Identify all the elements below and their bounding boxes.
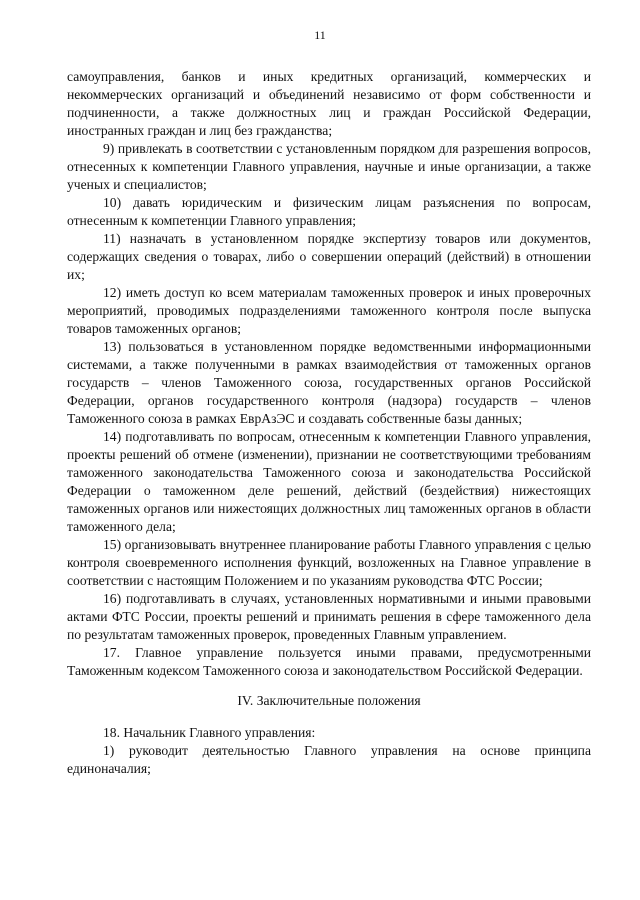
paragraph-continuation: самоуправления, банков и иных кредитных организаций, коммерческих и некоммерческих организаций и объединений независимо от форм собственности и подчиненности, а также должностных лиц и граждан Российской Федерации, иностранных граждан и лиц без гражданства; — [67, 69, 591, 138]
paragraph-item-14: 14) подготавливать по вопросам, отнесенным к компетенции Главного управления, проекты решений об отмене (изменении), признании не соответствующими требованиям таможенного законодательства Таможенного союза и законодательства Российской Федерации о таможенном деле решений, действий (бездействия) нижестоящих таможенных органов или нижестоящих должностных лиц таможенных органов в области таможенного дела; — [67, 429, 591, 534]
paragraph-item-16: 16) подготавливать в случаях, установленных нормативными и иными правовыми актами ФТС России, проекты решений и принимать решения в сфере таможенного дела по результатам таможенных проверок, проведенных Главным управлением. — [67, 591, 591, 642]
paragraph-item-9: 9) привлекать в соответствии с установленным порядком для разрешения вопросов, отнесенных к компетенции Главного управления, научные и иные организации, а также ученых и специалистов; — [67, 141, 591, 192]
paragraph-item-13: 13) пользоваться в установленном порядке ведомственными информационными системами, а также полученными в рамках взаимодействия от таможенных органов государств – членов Таможенного союза, государственных органов Российской Федерации, органов государственного контроля (надзора) государств – членов Таможенного союза в рамках ЕврАзЭС и создавать собственные базы данных; — [67, 339, 591, 426]
paragraph-item-11: 11) назначать в установленном порядке экспертизу товаров или документов, содержащих сведения о товарах, либо о совершении операций (действий) в отношении их; — [67, 231, 591, 282]
paragraph-item-1: 1) руководит деятельностью Главного управления на основе принципа единоначалия; — [67, 743, 591, 776]
document-body — [67, 68, 591, 778]
page-number: 11 — [314, 28, 326, 42]
paragraph-clause-18: 18. Начальник Главного управления: — [103, 725, 316, 740]
paragraph-clause-17: 17. Главное управление пользуется иными правами, предусмотренными Таможенным кодексом Таможенного союза и законодательством Российской Федерации. — [67, 645, 591, 678]
section-heading: IV. Заключительные положения — [237, 693, 421, 708]
paragraph-item-10: 10) давать юридическим и физическим лицам разъяснения по вопросам, отнесенным к компетенции Главного управления; — [67, 195, 591, 228]
paragraph-item-15: 15) организовывать внутреннее планирование работы Главного управления с целью контроля своевременного исполнения функций, возложенных на Главное управление в соответствии с настоящим Положением и по указаниям руководства ФТС России; — [67, 537, 591, 588]
paragraph-item-12: 12) иметь доступ ко всем материалам таможенных проверок и иных проверочных мероприятий, проводимых подразделениями таможенного контроля после выпуска товаров таможенных органов; — [67, 285, 591, 336]
